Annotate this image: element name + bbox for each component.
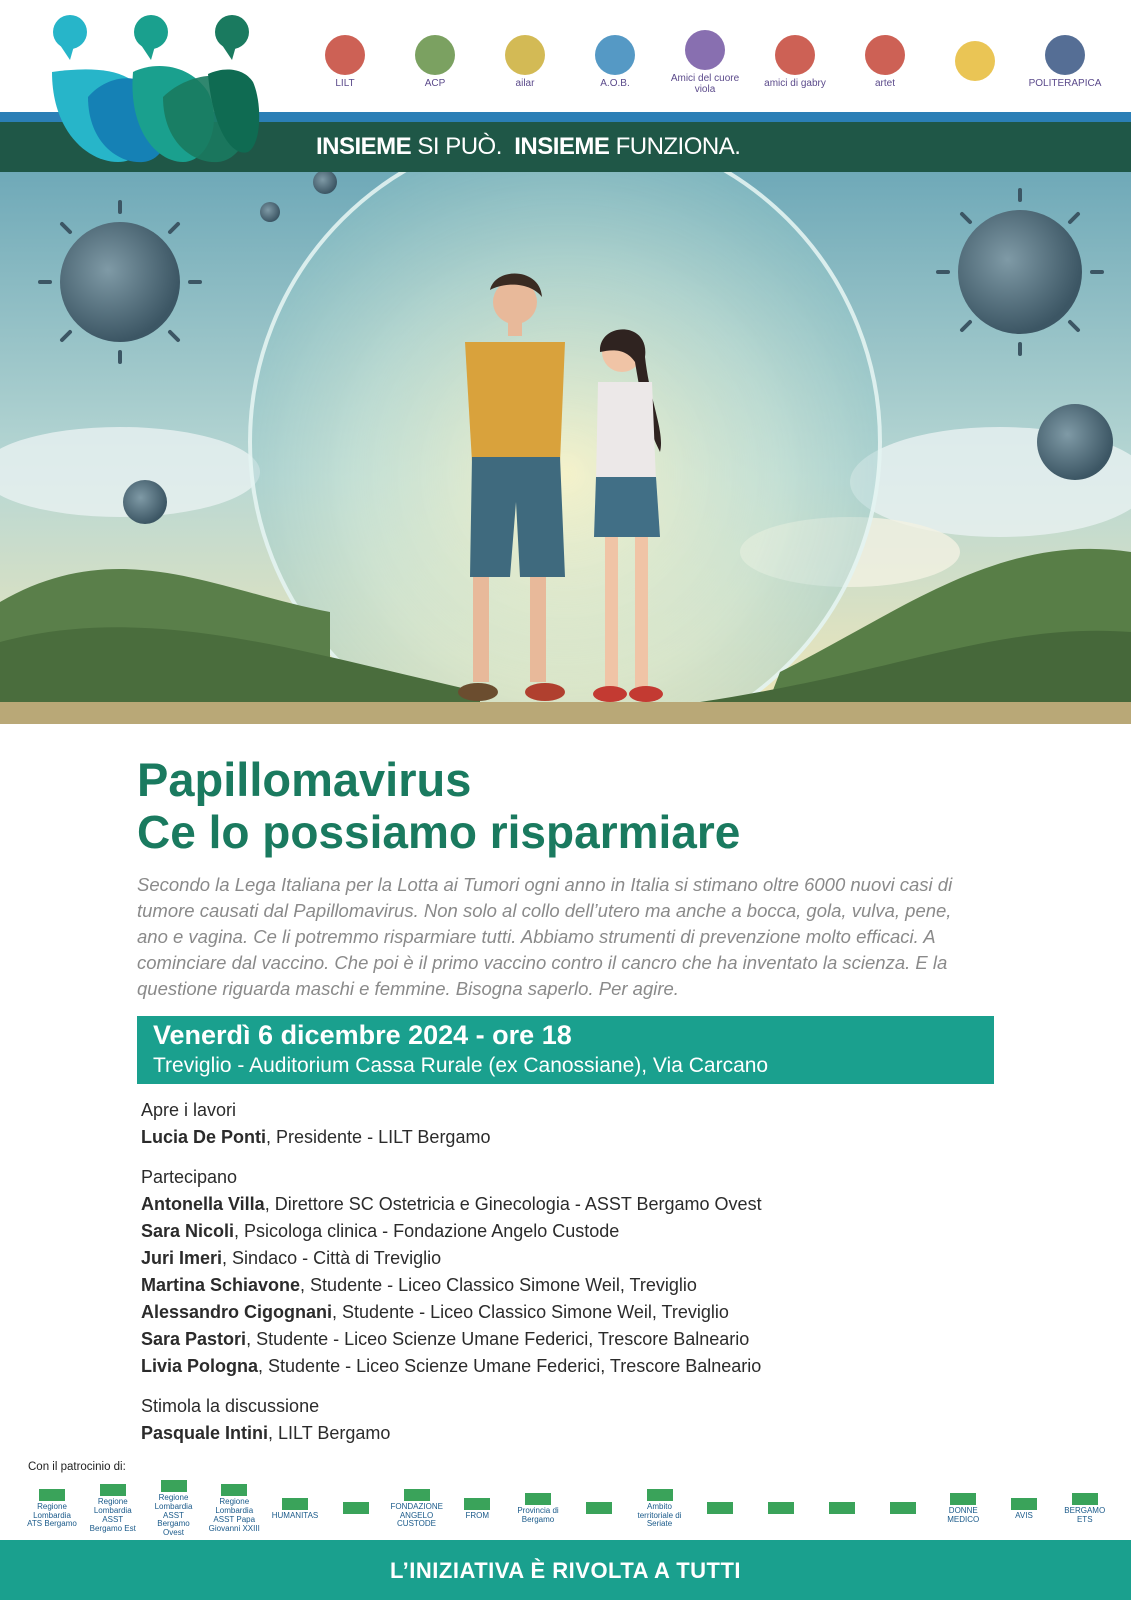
sponsor-logo	[269, 1498, 321, 1521]
partner-logo-label: ACP	[424, 78, 446, 89]
sponsor-logo	[755, 1502, 807, 1516]
footer-text: L’INIZIATIVA È RIVOLTA A TUTTI	[389, 1558, 742, 1583]
sponsor-logo	[26, 1489, 78, 1529]
sponsor-mark-icon	[586, 1502, 612, 1514]
logo-mark-icon	[595, 35, 635, 75]
logo-mark-icon	[775, 35, 815, 75]
sponsor-logo	[330, 1502, 382, 1516]
speaker-name: Pasquale Intini	[141, 1423, 269, 1443]
sponsor-mark-icon	[100, 1484, 126, 1496]
partner-logo-label: Amici del cuore viola	[670, 72, 740, 95]
participants-list	[141, 1191, 1001, 1380]
sponsor-label: Regione Lombardia ASST Bergamo Ovest	[154, 1493, 193, 1538]
sponsor-label: Ambito territoriale di Seriate	[637, 1501, 682, 1529]
sponsor-label: FONDAZIONE ANGELO CUSTODE	[390, 1501, 443, 1529]
sponsor-logo	[208, 1484, 260, 1533]
speaker-entry	[141, 1420, 1001, 1447]
sponsor-mark-icon	[161, 1480, 187, 1492]
partner-logos	[305, 22, 1105, 102]
speaker-entry	[141, 1191, 1001, 1218]
sponsor-logo	[1059, 1493, 1111, 1525]
hero-illustration	[0, 172, 1131, 724]
sponsor-label: BERGAMO ETS	[1064, 1506, 1106, 1524]
partner-logo	[1025, 26, 1105, 98]
speaker-entry	[141, 1218, 1001, 1245]
speaker-name: Sara Nicoli	[141, 1221, 235, 1241]
opening-label: Apre i lavori	[141, 1100, 237, 1120]
sponsor-logo	[512, 1493, 564, 1525]
speaker-role: , Studente - Liceo Classico Simone Weil, Treviglio	[332, 1302, 729, 1322]
sponsor-label: Provincia di Bergamo	[517, 1506, 559, 1524]
slogan-bold-1: INSIEME	[316, 133, 412, 160]
sponsor-mark-icon	[950, 1493, 976, 1505]
speaker-role: , Presidente - LILT Bergamo	[266, 1127, 491, 1147]
sponsor-mark-icon	[464, 1498, 490, 1510]
page-subtitle: Ce lo possiamo risparmiare	[137, 806, 741, 858]
logo-mark-icon	[325, 35, 365, 75]
speaker-name: Sara Pastori	[141, 1329, 247, 1349]
logo-mark-icon	[415, 35, 455, 75]
sponsor-logo	[877, 1502, 929, 1516]
speaker-name: Alessandro Cigognani	[141, 1302, 333, 1322]
partner-logo-label: artet	[874, 78, 895, 89]
logo-mark-icon	[685, 30, 725, 70]
sponsor-logos	[26, 1484, 1111, 1538]
sponsor-label: Regione Lombardia ATS Bergamo	[27, 1501, 77, 1529]
moderator-label: Stimola la discussione	[141, 1396, 320, 1416]
moderator-list	[141, 1420, 1001, 1447]
event-date: Venerdì 6 dicembre 2024 - ore 18	[153, 1020, 572, 1050]
slogan	[316, 133, 740, 161]
partner-logo-label: ailar	[515, 78, 535, 89]
sponsor-logo	[391, 1489, 443, 1529]
logo-mark-icon	[955, 41, 995, 81]
speaker-entry	[141, 1245, 1001, 1272]
partner-logo-label: LILT	[335, 78, 355, 89]
sponsor-mark-icon	[404, 1489, 430, 1501]
sponsor-logo	[694, 1502, 746, 1516]
sponsor-logo	[998, 1498, 1050, 1521]
speaker-entry	[141, 1124, 1001, 1151]
speaker-entry	[141, 1326, 1001, 1353]
partner-logo	[485, 26, 565, 98]
speaker-entry	[141, 1272, 1001, 1299]
sponsor-mark-icon	[39, 1489, 65, 1501]
slogan-bold-2: INSIEME	[514, 133, 610, 160]
speaker-name: Antonella Villa	[141, 1194, 265, 1214]
opening-list	[141, 1124, 1001, 1151]
partner-logo	[395, 26, 475, 98]
sponsor-mark-icon	[647, 1489, 673, 1501]
sponsor-mark-icon	[282, 1498, 308, 1510]
sponsor-logo	[816, 1502, 868, 1516]
speaker-role: , Studente - Liceo Scienze Umane Federici, Trescore Balneario	[246, 1329, 750, 1349]
sponsor-label: FROM	[465, 1510, 490, 1520]
speaker-name: Livia Pologna	[141, 1356, 259, 1376]
event-venue: Treviglio - Auditorium Cassa Rurale (ex Canossiane), Via Carcano	[153, 1054, 769, 1077]
sponsor-mark-icon	[343, 1502, 369, 1514]
participants-label: Partecipano	[141, 1167, 238, 1187]
event-banner	[137, 1016, 994, 1084]
partner-logo-label: amici di gabry	[764, 78, 826, 89]
sponsor-label: Regione Lombardia ASST Papa Giovanni XXIII	[208, 1497, 260, 1533]
sponsor-mark-icon	[768, 1502, 794, 1514]
sponsor-label: Regione Lombardia ASST Bergamo Est	[89, 1497, 136, 1533]
sponsor-logo	[573, 1502, 625, 1516]
sponsor-mark-icon	[829, 1502, 855, 1514]
partner-logo	[575, 26, 655, 98]
sponsor-mark-icon	[1072, 1493, 1098, 1505]
partner-logo	[665, 26, 745, 98]
speaker-role: , Studente - Liceo Classico Simone Weil, Treviglio	[300, 1275, 697, 1295]
sponsor-logo	[87, 1484, 139, 1533]
speaker-role: , Studente - Liceo Scienze Umane Federici, Trescore Balneario	[258, 1356, 762, 1376]
speaker-name: Lucia De Ponti	[141, 1127, 267, 1147]
sponsor-label: DONNE MEDICO	[947, 1506, 980, 1524]
speaker-entry	[141, 1353, 1001, 1380]
sponsor-mark-icon	[707, 1502, 733, 1514]
sponsor-mark-icon	[221, 1484, 247, 1496]
sponsor-logo	[148, 1480, 200, 1538]
sponsor-logo	[937, 1493, 989, 1525]
slogan-rest-1: SI PUÒ.	[411, 133, 502, 160]
logo-mark-icon	[1045, 35, 1085, 75]
sponsor-mark-icon	[1011, 1498, 1037, 1510]
speaker-role: , Direttore SC Ostetricia e Ginecologia - ASST Bergamo Ovest	[264, 1194, 762, 1214]
sponsor-label: HUMANITAS	[271, 1510, 319, 1520]
logo-mark-icon	[505, 35, 545, 75]
sponsor-logo	[451, 1498, 503, 1521]
partner-logo	[305, 26, 385, 98]
sponsor-mark-icon	[525, 1493, 551, 1505]
program	[141, 1097, 1001, 1447]
sponsor-logo	[634, 1489, 686, 1529]
speaker-name: Martina Schiavone	[141, 1275, 301, 1295]
sponsor-label: AVIS	[1015, 1510, 1033, 1520]
partner-logo-label: POLITERAPICA	[1028, 78, 1102, 89]
logo-mark-icon	[865, 35, 905, 75]
patronage-label: Con il patrocinio di:	[28, 1461, 126, 1473]
slogan-rest-2: FUNZIONA.	[609, 133, 741, 160]
speaker-name: Juri Imeri	[141, 1248, 223, 1268]
sponsor-mark-icon	[890, 1502, 916, 1514]
intro-paragraph: Secondo la Lega Italiana per la Lotta ai Tumori ogni anno in Italia si stimano oltre 6000 nuovi casi di tumore causati dal Papillomavirus. Non solo al collo dell’utero ma anche a bocca, gola, vulva, pene, ano e vagina. Ce li potremmo risparmiare tutti. Abbiamo strumenti di prevenzione molto efficaci. A cominciare dal vaccino. Che poi è il primo vaccino contro il cancro che ha inventato la scienza. E la questione riguarda maschi e femmine. Bisogna saperlo. Per agire.	[137, 874, 953, 999]
speaker-entry	[141, 1299, 1001, 1326]
page-title: Papillomavirus	[137, 753, 472, 806]
partner-logo-label: A.O.B.	[600, 78, 630, 89]
partner-logo	[755, 26, 835, 98]
speaker-role: , Sindaco - Città di Treviglio	[222, 1248, 442, 1268]
partner-logo	[845, 26, 925, 98]
footer-bar	[0, 1540, 1131, 1600]
speaker-role: , LILT Bergamo	[268, 1423, 391, 1443]
speaker-role: , Psicologa clinica - Fondazione Angelo Custode	[234, 1221, 620, 1241]
insieme-logo	[48, 12, 263, 167]
partner-logo	[935, 26, 1015, 98]
